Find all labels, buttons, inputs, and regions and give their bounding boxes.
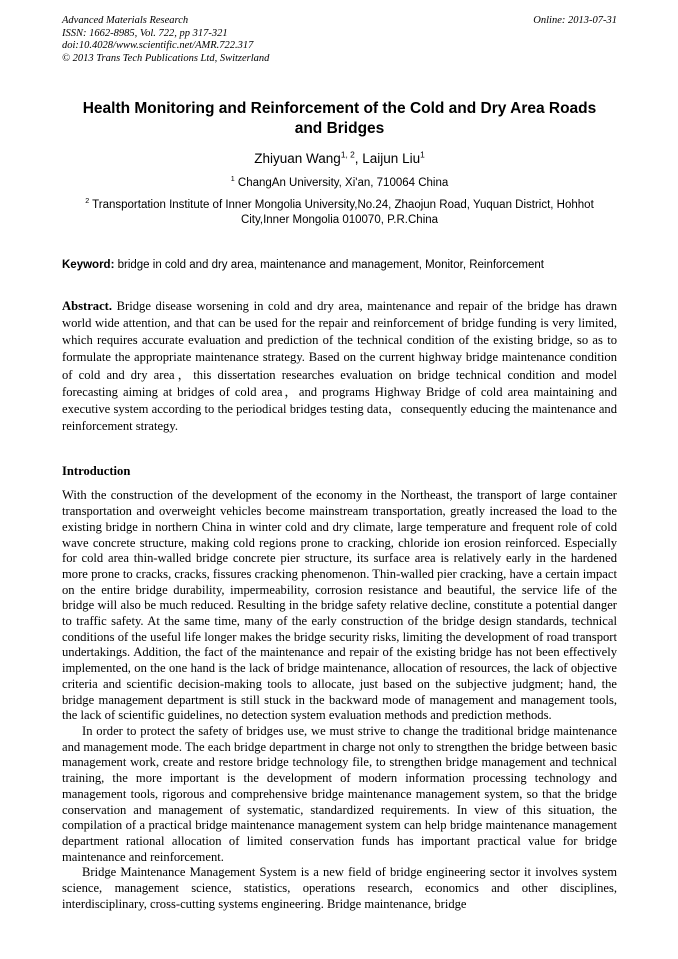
abstract-paragraph [62,298,617,436]
affiliation-1-superscript: 1 [230,174,235,183]
affiliation-1 [62,176,617,191]
authors-line [62,151,617,166]
journal-header-left [62,15,269,66]
journal-issn-line: ISSN: 1662-8985, Vol. 722, pp 317-321 [62,27,228,39]
journal-header [62,15,617,66]
abstract-label: Abstract. [62,298,113,313]
abstract-text: Bridge disease worsening in cold and dry area, maintenance and repair of the bridge has drawn world wide attention, and that can be used for the repair and reinforcement of bridge funding is very limited, which requires accurate evaluation and prediction of the technical condition of the existing bridge, so as to formulate the appropriate maintenance strategy. Based on the current highway bridge maintenance condition of cold and dry area，this dissertation researches evaluation on bridge technical condition and model forecasting aiming at bridges of cold area，and programs Highway Bridge of cold area maintaining and executive system according to the periodical bridges testing data，consequently educing the maintenance and reinforcement strategy. [62,298,617,434]
introduction-body [62,488,617,912]
intro-paragraph-3: Bridge Maintenance Management System is a new field of bridge engineering sector it involves system science, management science, statistics, operations research, economics and other disciplines, interdisciplinary, cross-cutting systems engineering. Bridge maintenance, bridge [62,865,617,911]
journal-doi-line: doi:10.4028/www.scientific.net/AMR.722.317 [62,40,254,52]
keywords-text: bridge in cold and dry area, maintenance and management, Monitor, Reinforcement [114,258,544,271]
intro-paragraph-1: With the construction of the development of the economy in the Northeast, the transport of large container transportation and overweight vehicles become mainstream transportation, greatly increased the load to the existing bridge in northern China in winter cold and dry climate, large temperature and frequent role of cold wave concrete structure, making cold regions prone to cracking, chloride ion erosion reinforced. Especially for cold area thin-walled bridge concrete pier structure, its surface area is relatively early in the hardened more prone to cracks, cracks, fissures cracking phenomenon. Thin-walled pier cracking, have a certain impact on the entire bridge durability, impermeability, corrosion resistance and beautiful, the service life of the bridge will also be much reduced. Resulting in the bridge safety relative decline, constitute a potential danger to traffic safety. At the same time, many of the early construction of the bridge design standards, technical conditions of the useful life longer makes the bridge security risks, limiting the development of road transport undertakings. Addition, the fact of the maintenance and repair of the existing bridge has not been effectively implemented, on the one hand is the lack of bridge maintenance, allocation of resources, the lack of objective criteria and scientific decision-making tools to allocate, just based on the subjective judgment; hand, the bridge management department is still stuck in the backward mode of management and management tools, the lack of scientific guidelines, no detection system evaluation methods and prediction methods. [62,488,617,723]
author-1-name: Zhiyuan Wang [254,150,341,166]
online-date: Online: 2013-07-31 [533,15,617,26]
author-2-superscript: 1 [420,149,425,160]
authors-separator: , [354,150,363,166]
keywords-label: Keyword: [62,258,115,271]
affiliation-2 [62,198,617,228]
paper-title: Health Monitoring and Reinforcement of the Cold and Dry Area Roads and Bridges [82,99,597,137]
author-2-name: Laijun Liu [362,150,421,166]
intro-paragraph-2: In order to protect the safety of bridges use, we must strive to change the traditional bridge maintenance and management mode. The each bridge department in charge not only to strengthen the bridge between basic management work, create and restore bridge technology file, to strengthen bridge management and technical training, the more important is the development of modern information processing technology and management tools, rigorous and comprehensive bridge maintenance management system, so that the bridge conservation and management of systematic, standardized requirements. In view of this situation, the compilation of a practical bridge maintenance management system can help bridge maintenance management department rational allocation of limited conservation funds has important practical value for bridge maintenance and reinforcement. [62,723,617,864]
affiliation-2-text: Transportation Institute of Inner Mongolia University,No.24, Zhaojun Road, Yuquan District, Hohhot City,Inner Mongolia 010070, P.R.China [89,198,594,226]
author-1-superscript: 1, 2 [340,149,355,160]
journal-name: Advanced Materials Research [62,15,189,26]
affiliation-2-superscript: 2 [85,196,90,205]
keywords-line [62,258,617,273]
journal-copyright-line: © 2013 Trans Tech Publications Ltd, Switzerland [62,53,270,65]
affiliation-1-text: ChangAn University, Xi'an, 710064 China [234,176,449,189]
section-heading-introduction: Introduction [62,464,131,479]
